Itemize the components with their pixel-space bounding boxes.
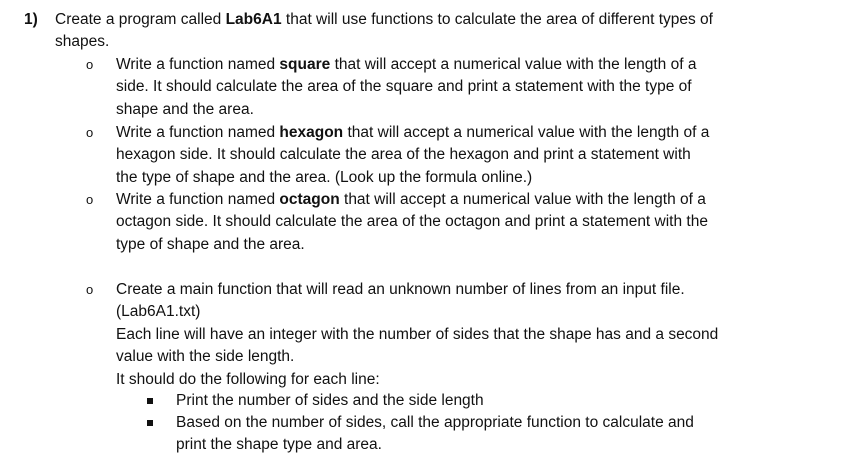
program-name: Lab6A1 <box>225 11 282 28</box>
bullet-marker-main: o <box>86 282 94 297</box>
bullet-marker-octagon: o <box>86 192 94 207</box>
intro-line-1: Create a program called Lab6A1 that will use functions to calculate the area of different types of <box>55 11 713 28</box>
intro-line-2: shapes. <box>55 33 110 51</box>
bullet-octagon: Write a function named octagon that will accept a numerical value with the length of a octagon side. It should calculate the area of the octagon and print a statement with the type of shape and the area. <box>116 191 708 253</box>
square-bullet-marker-1 <box>147 398 153 404</box>
item-number: 1) <box>24 11 38 28</box>
function-name-octagon: octagon <box>279 191 340 208</box>
sub-bullet-print-sides: Print the number of sides and the side length <box>176 392 484 409</box>
item-intro <box>55 9 845 54</box>
function-name-hexagon: hexagon <box>279 124 344 141</box>
bullet-square: Write a function named square that will accept a numerical value with the length of a side. It should calculate the area of the square and print a statement with the type of shape and the area. <box>116 56 697 118</box>
bullet-marker-hexagon: o <box>86 125 94 140</box>
sub-bullet-call-function: Based on the number of sides, call the appropriate function to calculate and print the shape type and area. <box>176 414 694 454</box>
bullet-hexagon: Write a function named hexagon that will accept a numerical value with the length of a hexagon side. It should calculate the area of the hexagon and print a statement with the type of shape and the area. (Look up the formula online.) <box>116 124 710 186</box>
bullet-marker-square: o <box>86 57 94 72</box>
function-name-square: square <box>279 56 331 73</box>
square-bullet-marker-2 <box>147 420 153 426</box>
bullet-main: Create a main function that will read an unknown number of lines from an input file. (Lab6A1.txt) Each line will have an integer with the number of sides that the shape has and a second value with the side length. It should do the following for each line: <box>116 281 719 388</box>
